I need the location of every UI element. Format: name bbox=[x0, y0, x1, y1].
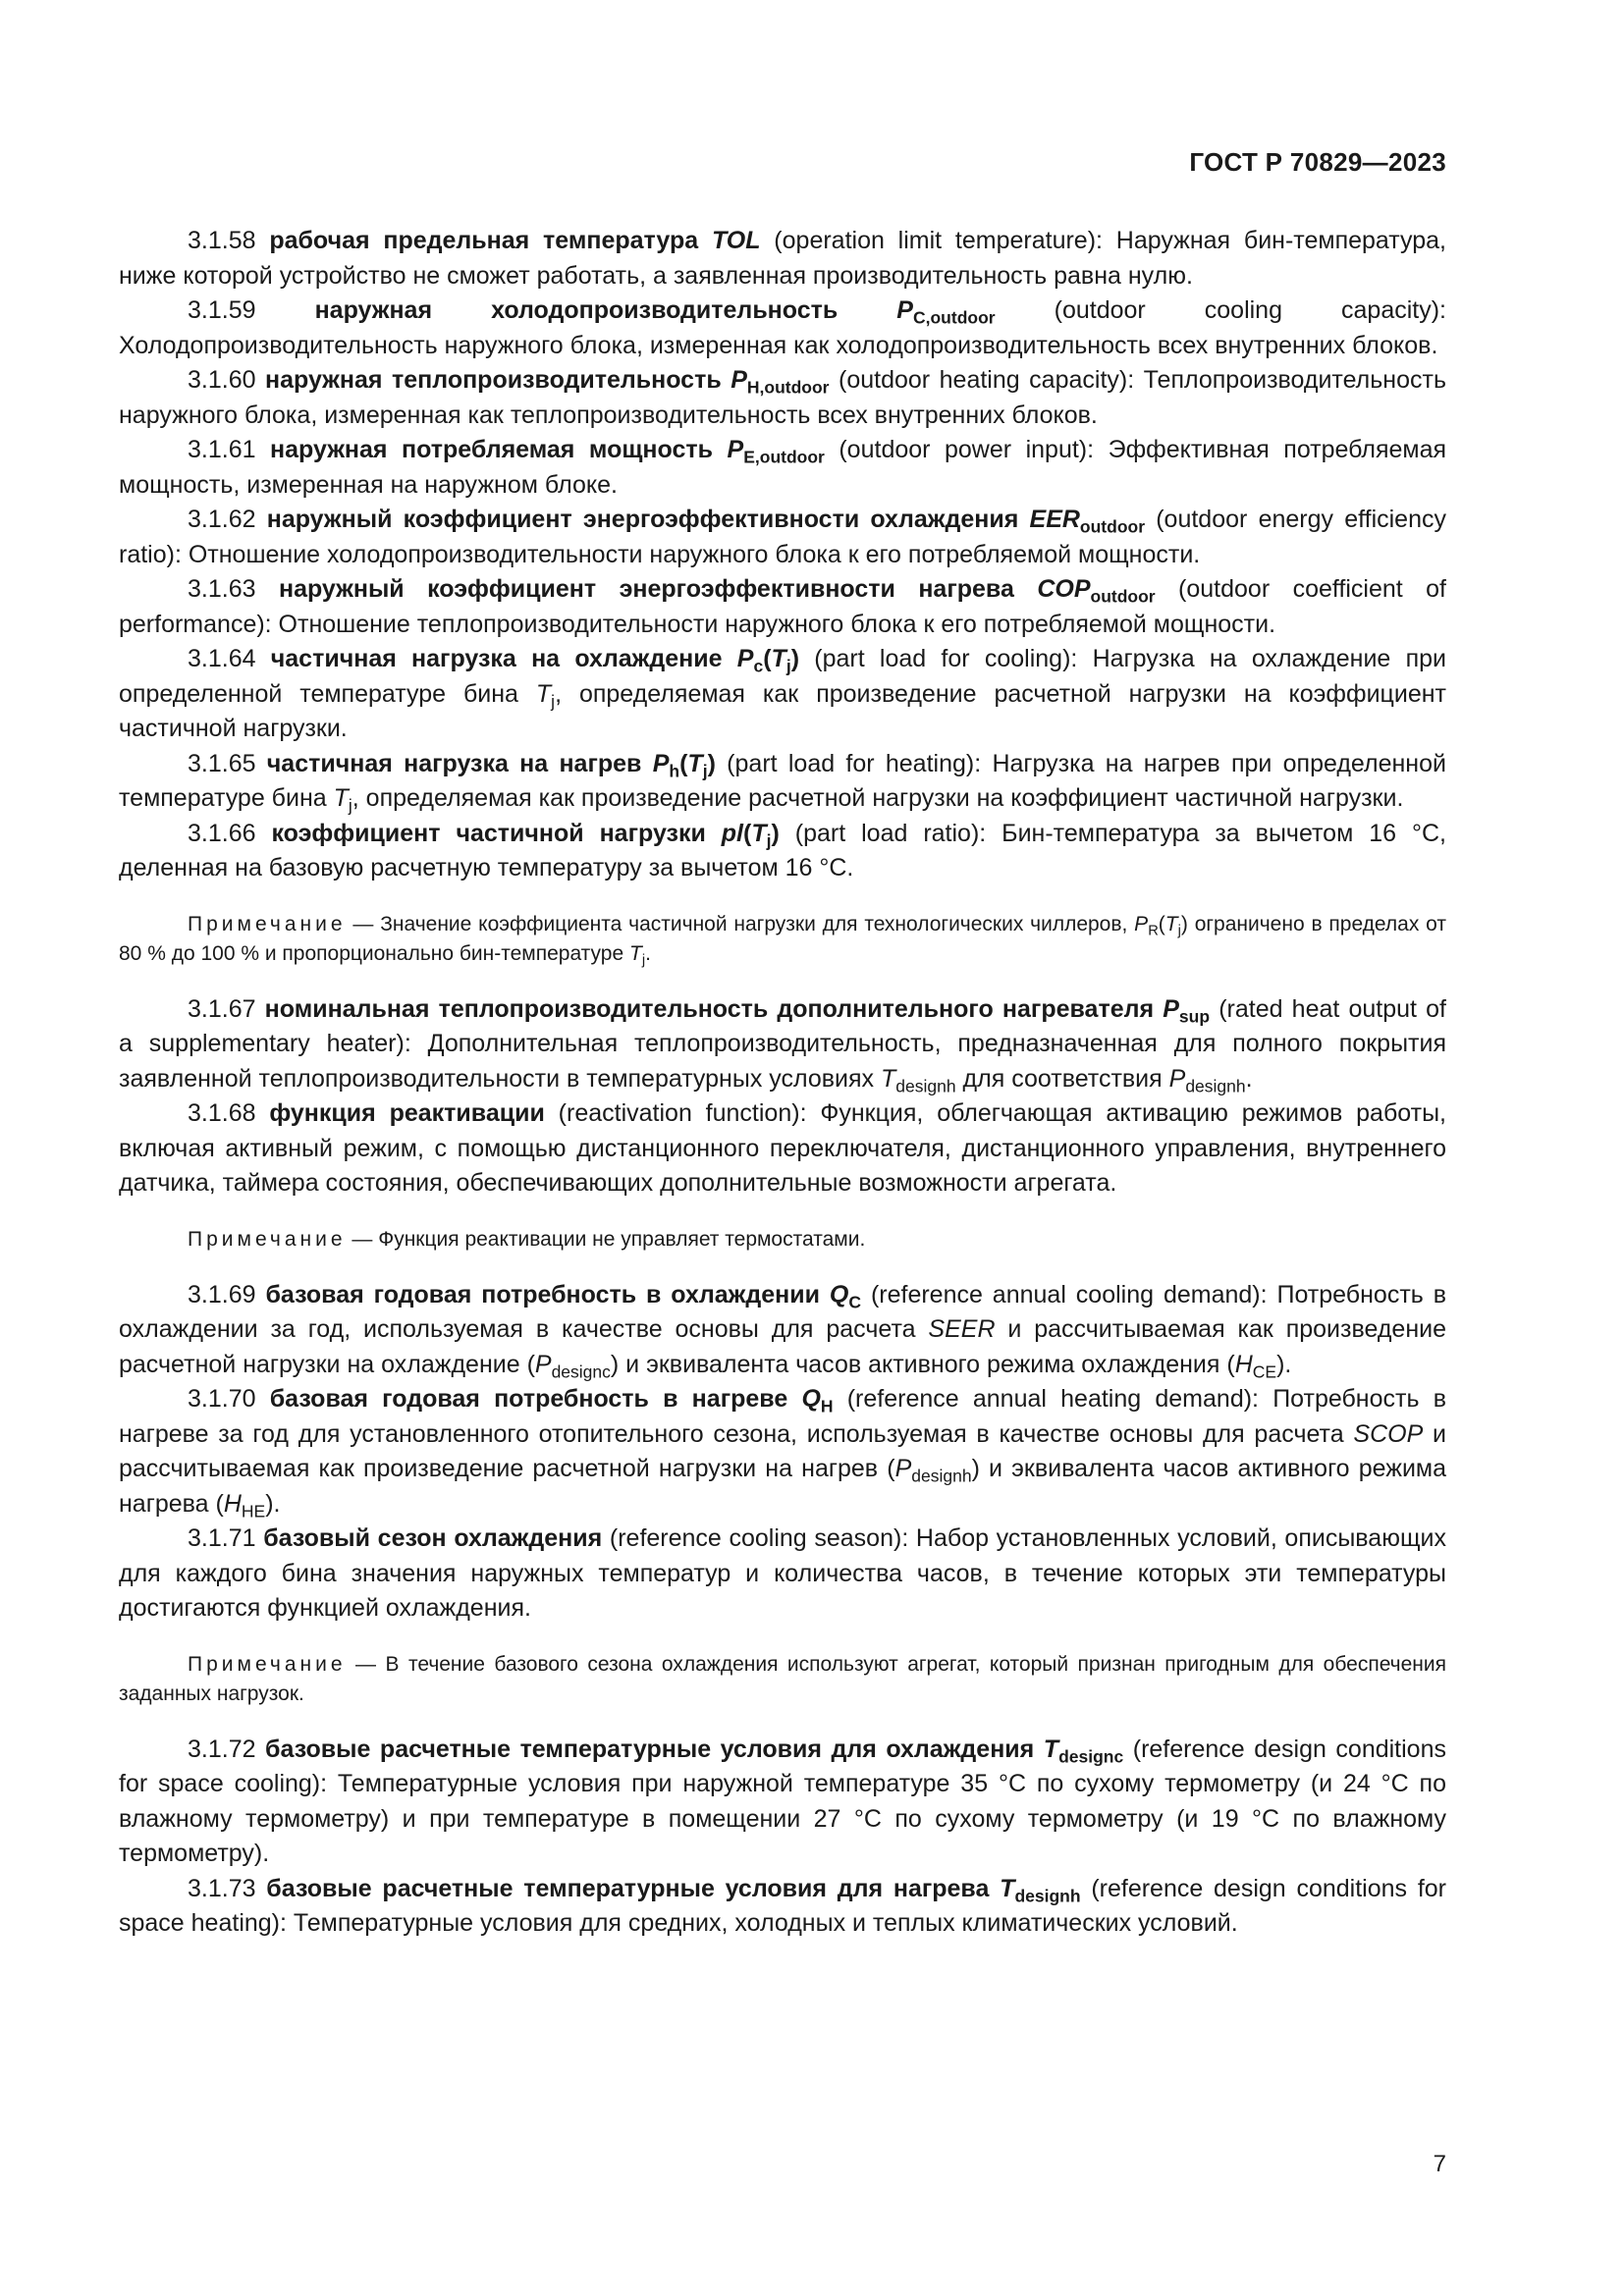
term-symbol: COP bbox=[1037, 575, 1091, 603]
definition-variable-subscript: designh bbox=[911, 1466, 972, 1486]
term-definition: (reference design conditions for space heating): Температурные условия для средних, холодных и теплых климатических условий. bbox=[119, 1874, 1446, 1937]
term-3-1-63 bbox=[119, 572, 1446, 642]
term-symbol: P bbox=[1163, 994, 1179, 1023]
note-argument-subscript: j bbox=[1177, 922, 1181, 938]
term-symbol-subscript: C,outdoor bbox=[912, 307, 996, 328]
term-name: базовая годовая потребность в нагреве bbox=[269, 1385, 788, 1413]
term-symbol: T bbox=[1000, 1874, 1015, 1902]
definition-variable-subscript: j bbox=[551, 690, 556, 711]
term-number: 3.1.72 bbox=[188, 1735, 256, 1763]
term-3-1-70 bbox=[119, 1382, 1446, 1522]
term-3-1-58 bbox=[119, 224, 1446, 294]
term-number: 3.1.65 bbox=[188, 749, 256, 777]
term-definition: (outdoor heating capacity): Теплопроизводительность наружного блока, измеренная как теплопроизводительность всех внутренних блоков. bbox=[119, 366, 1446, 429]
term-name: рабочая предельная температура bbox=[269, 227, 699, 254]
term-3-1-68 bbox=[119, 1096, 1446, 1201]
term-3-1-72 bbox=[119, 1733, 1446, 1872]
note-part-load-ratio: Примечание — Значение коэффициента частичной нагрузки для технологических чиллеров, $P_R(T_j)$ ограничено в пределах от 80 % до 100 % и пропорционально бин-температуре $T_j$. bbox=[119, 912, 1446, 968]
note-label: Примечание bbox=[188, 1227, 347, 1251]
definition-variable-2: P bbox=[1168, 1064, 1186, 1093]
note-text: В течение базового сезона охлаждения используют агрегат, который признан пригодным для обеспечения заданных нагрузок. bbox=[119, 1652, 1446, 1705]
term-definition: (reactivation function): Функция, облегчающая активацию режимов работы, включая активный режим, с помощью дистанционного переключателя, дистанционного управления, внутреннего датчика, таймера состояния, обеспечивающих дополнительные возможности агрегата. bbox=[119, 1099, 1447, 1197]
term-symbol-argument: T bbox=[687, 749, 703, 777]
term-name: базовые расчетные температурные условия для охлаждения bbox=[265, 1735, 1035, 1763]
term-3-1-69 bbox=[119, 1278, 1446, 1383]
term-definition: (reference design conditions for space cooling): Температурные условия при наружной температуре 35 °С по сухому термометру (и 24 °С по влажному термометру) и при температуре в помещении 27 °С по сухому термометру (и 19 °С по влажному термометру). bbox=[119, 1735, 1446, 1867]
document-id-header: ГОСТ Р 70829—2023 bbox=[1189, 147, 1446, 177]
term-symbol-subscript: designc bbox=[1058, 1745, 1124, 1766]
term-name: функция реактивации bbox=[269, 1099, 545, 1127]
definition-variable: T bbox=[333, 784, 349, 812]
note-label: Примечание bbox=[188, 912, 347, 935]
term-definition: (reference annual cooling demand): Потребность в охлаждении за год, используемая в качестве основы для расчета bbox=[119, 1280, 1446, 1343]
term-definition-continued: , определяемая как произведение расчетной нагрузки на коэффициент частичной нагрузки. bbox=[119, 679, 1446, 742]
term-definition-continued: для соответствия bbox=[955, 1064, 1169, 1093]
term-definition-continued-2: ) и эквивалента часов активного режима охлаждения ( bbox=[610, 1350, 1235, 1378]
term-3-1-73 bbox=[119, 1872, 1446, 1942]
term-name: базовые расчетные температурные условия для нагрева bbox=[266, 1874, 990, 1902]
term-3-1-67 bbox=[119, 992, 1446, 1097]
term-name: наружный коэффициент энергоэффективности нагрева bbox=[278, 575, 1014, 603]
definition-variable: P bbox=[894, 1455, 912, 1482]
term-symbol-subscript: designh bbox=[1014, 1885, 1081, 1905]
term-symbol-argument: T bbox=[751, 819, 767, 847]
term-symbol-subscript: H bbox=[820, 1396, 834, 1416]
note-text: Значение коэффициента частичной нагрузки для технологических чиллеров, bbox=[380, 912, 1135, 935]
term-definition: (part load for heating): Нагрузка на нагрев при определенной температуре бина bbox=[119, 749, 1446, 812]
note-text-continued: ограничено в пределах от 80 % до 100 % и пропорционально бин-температуре bbox=[119, 912, 1446, 965]
term-symbol-argument-subscript: j bbox=[785, 656, 791, 676]
term-number: 3.1.73 bbox=[188, 1874, 256, 1902]
definition-variable-2-subscript: designh bbox=[1185, 1075, 1246, 1095]
term-definition-end: ). bbox=[265, 1489, 281, 1518]
term-definition-end: . bbox=[1245, 1064, 1253, 1093]
term-number: 3.1.60 bbox=[188, 366, 256, 394]
term-number: 3.1.66 bbox=[188, 819, 256, 847]
term-symbol-subscript: h bbox=[669, 760, 680, 780]
term-symbol-subscript: H,outdoor bbox=[746, 377, 830, 398]
definition-italic-abbr: SEER bbox=[928, 1315, 996, 1343]
term-symbol: P bbox=[727, 436, 744, 463]
term-definition: (reference annual heating demand): Потребность в нагреве за год для установленного отопительного сезона, используемая в качестве основы для расчета bbox=[119, 1385, 1446, 1448]
term-definition: (outdoor power input): Эффективная потребляемая мощность, измеренная на наружном блоке. bbox=[119, 436, 1447, 499]
term-name: наружная теплопроизводительность bbox=[265, 366, 722, 394]
term-3-1-62 bbox=[119, 503, 1446, 572]
term-name: частичная нагрузка на охлаждение bbox=[270, 645, 723, 672]
term-definition: (outdoor energy efficiency ratio): Отношение холодопроизводительности наружного блока к его потребляемой мощности. bbox=[119, 506, 1446, 568]
term-name: номинальная теплопроизводительность дополнительного нагревателя bbox=[264, 994, 1155, 1023]
page-number: 7 bbox=[1433, 2151, 1446, 2177]
term-symbol-argument-subscript: j bbox=[766, 829, 772, 850]
definition-italic-abbr: SCOP bbox=[1353, 1419, 1424, 1448]
term-3-1-66: 3.1.66 коэффициент частичной нагрузки $pl(T_j)$ (part load ratio): Бин-температура за вычетом 16 °С, деленная на базовую расчетную температуру за вычетом 16 °С. bbox=[119, 819, 1446, 881]
term-name: коэффициент частичной нагрузки bbox=[271, 819, 706, 847]
term-number: 3.1.64 bbox=[188, 645, 256, 672]
term-symbol-subscript: E,outdoor bbox=[743, 447, 825, 467]
term-definition: (outdoor cooling capacity): Холодопроизводительность наружного блока, измеренная как холодопроизводительность всех внутренних блоков. bbox=[119, 296, 1447, 359]
definition-variable-subscript: j bbox=[348, 795, 352, 816]
note-label: Примечание bbox=[188, 1652, 347, 1676]
term-3-1-60 bbox=[119, 363, 1446, 433]
term-name: наружная потребляемая мощность bbox=[270, 436, 713, 463]
term-name: базовая годовая потребность в охлаждении bbox=[265, 1280, 820, 1308]
term-symbol: P bbox=[736, 645, 754, 672]
definition-variable: T bbox=[535, 679, 552, 708]
term-3-1-64: 3.1.64 частичная нагрузка на охлаждение $P_c(T_j)$ (part load for cooling): Нагрузка на охлаждение при определенной температуре бина $T_j$, определяемая как произведение расчетной нагрузки на коэффициент частичной нагрузки. bbox=[119, 645, 1446, 742]
note-variable-2-subscript: j bbox=[641, 951, 646, 968]
definition-variable-subscript: designc bbox=[551, 1361, 611, 1381]
term-symbol: P bbox=[731, 366, 747, 394]
term-symbol: P bbox=[896, 296, 913, 324]
note-dash: — bbox=[346, 1652, 386, 1676]
term-name: наружный коэффициент энергоэффективности охлаждения bbox=[266, 506, 1019, 533]
term-name: частичная нагрузка на нагрев bbox=[266, 749, 642, 777]
term-3-1-61 bbox=[119, 433, 1446, 503]
term-definition-end: ). bbox=[1276, 1350, 1292, 1378]
main-content bbox=[119, 224, 1446, 1942]
term-symbol: Q bbox=[801, 1385, 821, 1413]
term-name: базовый сезон охлаждения bbox=[263, 1524, 603, 1552]
term-symbol-subscript: sup bbox=[1178, 1005, 1211, 1026]
definition-variable-subscript: designh bbox=[895, 1075, 956, 1095]
term-symbol-argument: T bbox=[771, 645, 786, 672]
note-cooling-season bbox=[119, 1650, 1446, 1709]
term-symbol: T bbox=[1043, 1735, 1059, 1763]
term-definition: (part load ratio): Бин-температура за вычетом 16 °С, деленная на базовую расчетную температуру за вычетом 16 °С. bbox=[119, 819, 1446, 881]
term-number: 3.1.58 bbox=[188, 227, 256, 254]
term-number: 3.1.69 bbox=[188, 1280, 256, 1308]
term-3-1-65: 3.1.65 частичная нагрузка на нагрев $P_h(T_j)$ (part load for heating): Нагрузка на нагрев при определенной температуре бина $T_j$, определяемая как произведение расчетной нагрузки на коэффициент частичной нагрузки. bbox=[119, 749, 1446, 816]
definition-variable: P bbox=[534, 1350, 552, 1378]
note-dash: — bbox=[346, 912, 381, 935]
term-definition-continued: и рассчитываемая как произведение расчетной нагрузки на охлаждение ( bbox=[119, 1315, 1447, 1378]
note-text: Функция реактивации не управляет термостатами. bbox=[378, 1227, 866, 1251]
term-definition: (reference cooling season): Набор установленных условий, описывающих для каждого бина значения наружных температур и количества часов, в течение которых эти температуры достигаются функцией охлаждения. bbox=[119, 1524, 1446, 1622]
note-argument: T bbox=[1164, 912, 1178, 935]
note-reactivation bbox=[119, 1225, 1446, 1255]
term-symbol: P bbox=[652, 749, 670, 777]
term-number: 3.1.71 bbox=[188, 1524, 256, 1552]
term-definition: (outdoor coefficient of performance): Отношение теплопроизводительности наружного блока к его потребляемой мощности. bbox=[119, 575, 1446, 638]
term-3-1-59 bbox=[119, 294, 1446, 363]
term-name: наружная холодопроизводительность bbox=[314, 296, 839, 324]
term-symbol-subscript: C bbox=[848, 1291, 862, 1311]
term-number: 3.1.63 bbox=[188, 575, 256, 603]
term-definition: (operation limit temperature): Наружная бин-температура, ниже которой устройство не сможет работать, а заявленная производительность равна нулю. bbox=[119, 227, 1446, 290]
term-number: 3.1.68 bbox=[188, 1099, 256, 1127]
term-definition-continued: , определяемая как произведение расчетной нагрузки на коэффициент частичной нагрузки. bbox=[352, 784, 1404, 812]
term-definition-continued-2: ) и эквивалента часов активного режима нагрева ( bbox=[119, 1455, 1447, 1518]
term-definition: (part load for cooling): Нагрузка на охлаждение при определенной температуре бина bbox=[119, 645, 1446, 708]
note-variable-subscript: R bbox=[1148, 922, 1159, 938]
term-symbol-subscript: c bbox=[753, 656, 764, 676]
note-text-end: . bbox=[645, 941, 651, 965]
term-symbol: pl bbox=[721, 819, 743, 847]
term-number: 3.1.62 bbox=[188, 506, 256, 533]
definition-variable-2-subscript: HE bbox=[241, 1500, 266, 1521]
definition-variable-2-subscript: CE bbox=[1252, 1361, 1277, 1381]
note-variable-2: T bbox=[629, 941, 642, 965]
term-number: 3.1.70 bbox=[188, 1385, 256, 1413]
note-variable: P bbox=[1134, 912, 1149, 935]
term-symbol-argument-subscript: j bbox=[702, 760, 708, 780]
term-number: 3.1.59 bbox=[188, 296, 256, 324]
term-symbol: TOL bbox=[711, 227, 761, 254]
definition-variable-2: H bbox=[1234, 1350, 1253, 1378]
note-dash: — bbox=[346, 1227, 379, 1251]
term-number: 3.1.67 bbox=[188, 994, 256, 1023]
term-symbol-subscript: outdoor bbox=[1090, 586, 1156, 607]
term-3-1-71 bbox=[119, 1522, 1446, 1627]
definition-variable: T bbox=[881, 1064, 896, 1093]
term-definition: (rated heat output of a supplementary heater): Дополнительная теплопроизводительность, предназначенная для полного покрытия заявленной теплопроизводительности в температурных условиях bbox=[119, 994, 1446, 1093]
term-symbol: EER bbox=[1029, 506, 1080, 533]
term-symbol-subscript: outdoor bbox=[1079, 516, 1146, 537]
term-symbol: Q bbox=[829, 1280, 849, 1308]
term-number: 3.1.61 bbox=[188, 436, 256, 463]
term-definition-continued: и рассчитываемая как произведение расчетной нагрузки на нагрев ( bbox=[119, 1419, 1446, 1482]
definition-variable-2: H bbox=[223, 1489, 242, 1518]
